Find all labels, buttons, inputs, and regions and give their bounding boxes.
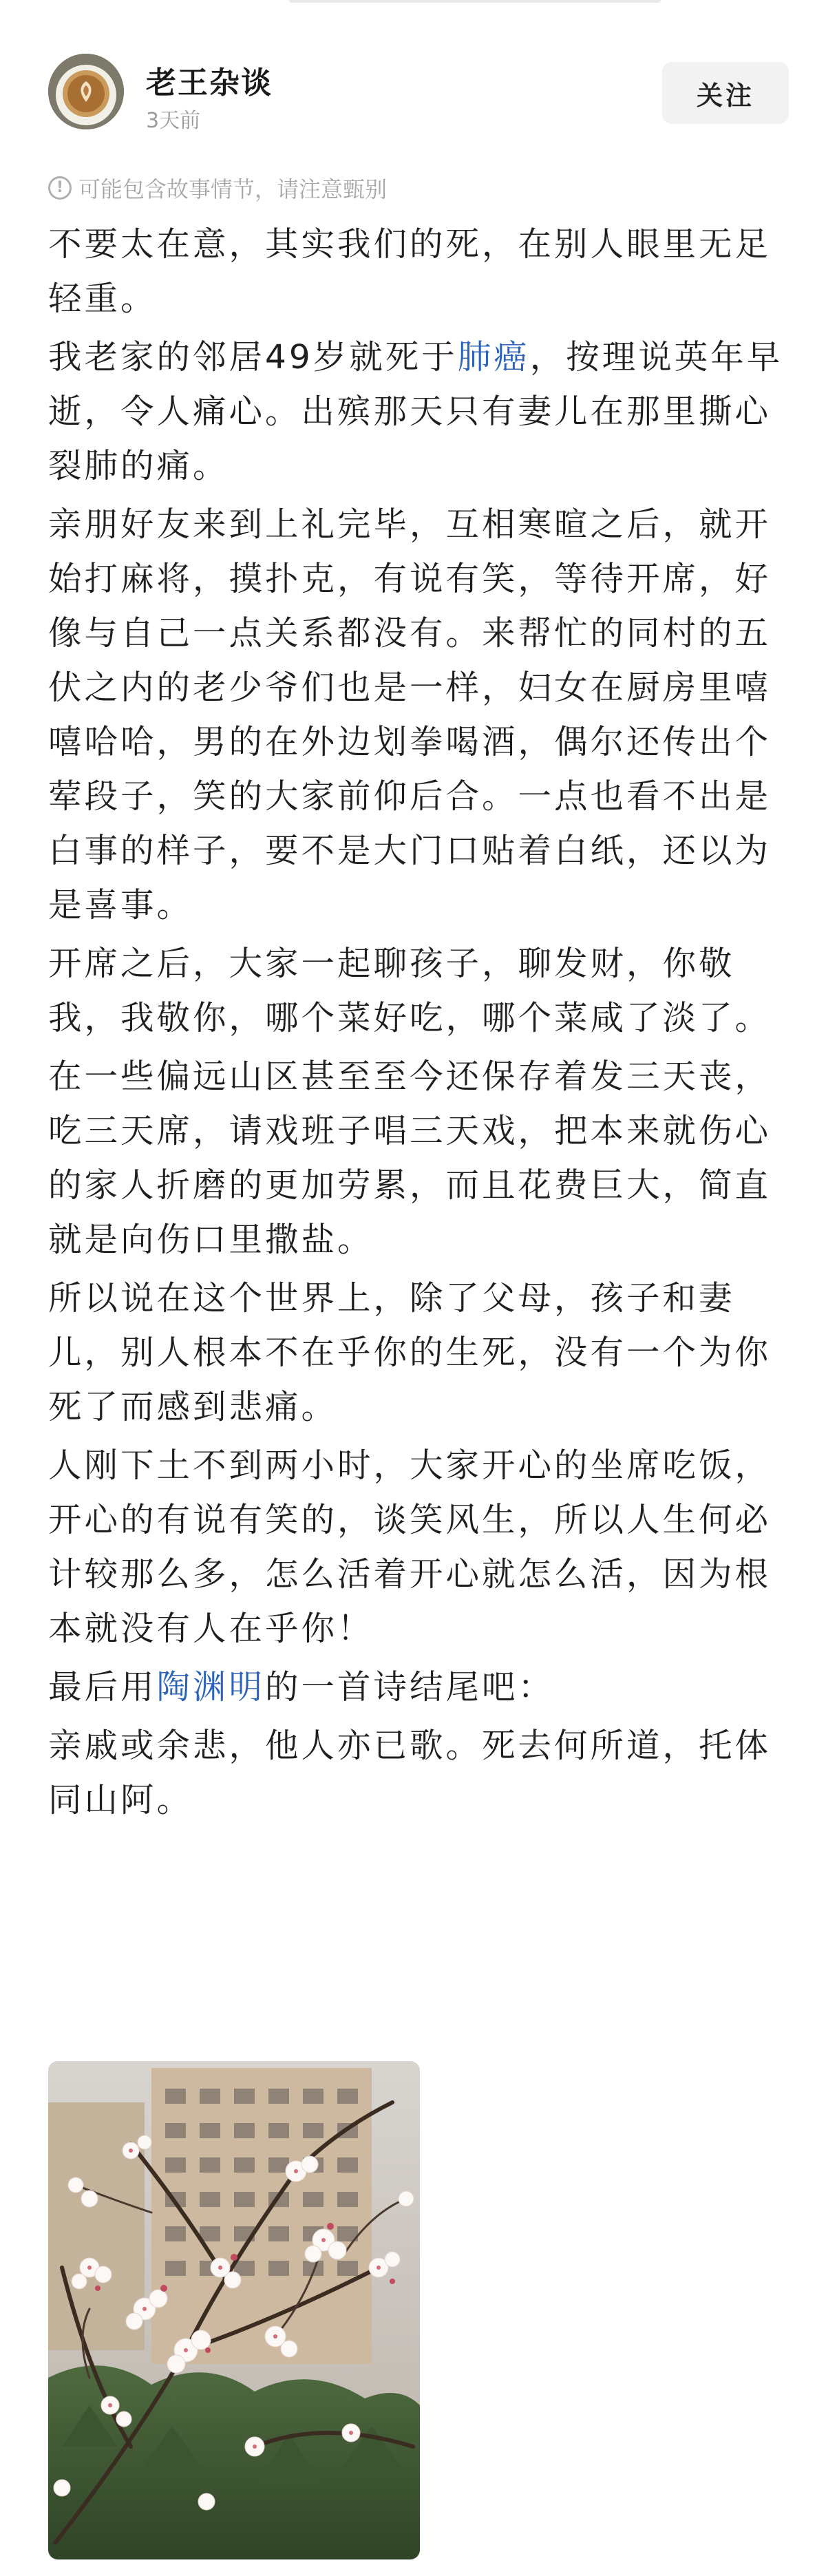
paragraph-1: 不要太在意，其实我们的死，在别人眼里无足轻重。 [48, 225, 772, 318]
paragraph-2-text-a: 我老家的邻居49岁就死于 [48, 338, 458, 377]
post-time: 3天前 [146, 109, 201, 133]
paragraph-3: 亲朋好友来到上礼完毕，互相寒暄之后，就开始打麻将，摸扑克，有说有笑，等待开席，好像与自己一点关系都没有。来帮忙的同村的五伏之内的老少爷们也是一样，妇女在厨房里嘻嘻哈哈，男的在外边划拳喝酒，偶尔还传出个荤段子，笑的大家前仰后合。一点也看不出是白事的样子，要不是大门口贴着白纸，还以为是喜事。 [48, 505, 772, 925]
post-header [48, 54, 789, 143]
article-body [48, 218, 792, 1832]
lung-cancer-link[interactable]: 肺癌 [457, 338, 530, 377]
paragraph-2-text-b: ，按理说英年早逝，令人痛心。出殡那天只有妻儿在那里撕心裂肺的痛。 [48, 338, 783, 485]
blossom-photo[interactable] [48, 2061, 420, 2559]
paragraph-5: 在一些偏远山区甚至至今还保存着发三天丧，吃三天席，请戏班子唱三天戏，把本来就伤心的家人折磨的更加劳累，而且花费巨大，简直就是向伤口里撒盐。 [48, 1057, 772, 1259]
exclamation-circle-icon: ! [48, 176, 72, 200]
paragraph-6: 所以说在这个世界上，除了父母，孩子和妻儿，别人根本不在乎你的生死，没有一个为你死了而感到悲痛。 [48, 1279, 772, 1426]
paragraph-4: 开席之后，大家一起聊孩子，聊发财，你敬我，我敬你，哪个菜好吃，哪个菜咸了淡了。 [48, 944, 772, 1037]
apricot-blossom-image [48, 2061, 420, 2559]
top-edge-bar [289, 0, 661, 3]
tao-yuanming-link[interactable]: 陶渊明 [156, 1668, 266, 1707]
paragraph-9-poem: 亲戚或余悲，他人亦已歌。死去何所道，托体同山阿。 [48, 1727, 772, 1819]
paragraph-8-text-a: 最后用 [48, 1668, 157, 1707]
follow-button[interactable]: 关注 [662, 62, 789, 124]
content-notice [48, 171, 387, 205]
paragraph-7: 人刚下土不到两小时，大家开心的坐席吃饭，开心的有说有笑的，谈笑风生，所以人生何必计较那么多，怎么活着开心就怎么活，因为根本就没有人在乎你！ [48, 1446, 772, 1648]
author-name[interactable]: 老王杂谈 [146, 65, 273, 101]
notice-text: 可能包含故事情节，请注意甄别 [78, 176, 388, 202]
paragraph-2 [48, 330, 792, 494]
paragraph-8-text-b: 的一首诗结尾吧： [265, 1668, 555, 1707]
paragraph-8 [48, 1660, 792, 1715]
coffee-cup-avatar-image [48, 54, 124, 129]
avatar[interactable] [48, 54, 124, 129]
